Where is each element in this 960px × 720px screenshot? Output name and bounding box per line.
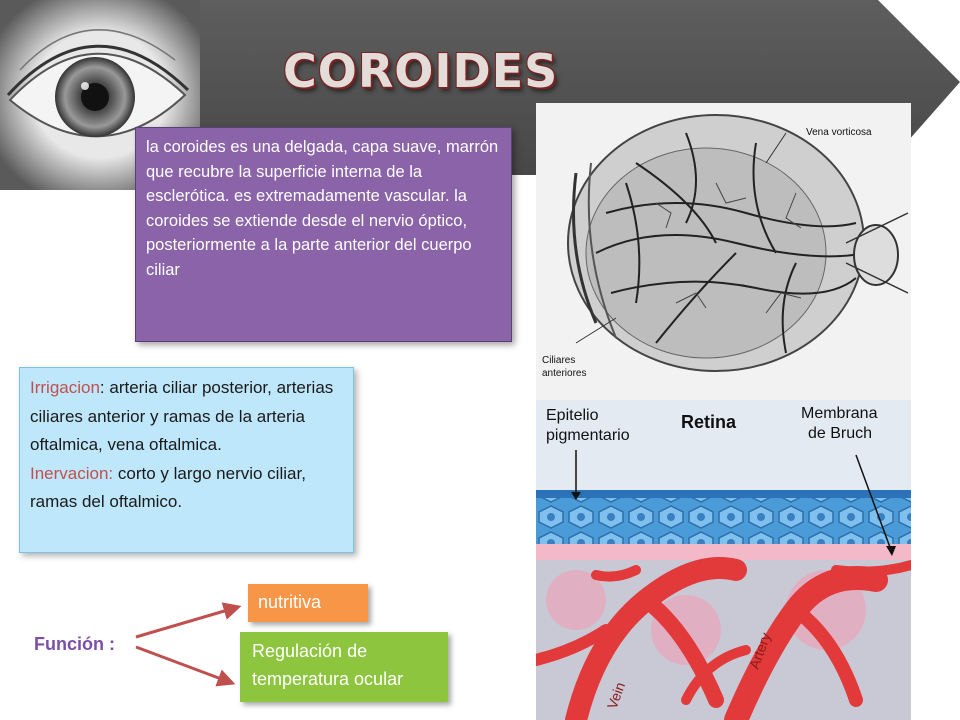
membrana-label: Membrana	[801, 405, 878, 422]
regulacion-label: Regulación de temperatura ocular	[252, 641, 404, 689]
bruch-label: de Bruch	[808, 425, 873, 442]
anteriores-label: anteriores	[542, 368, 587, 379]
arrow-to-regulacion	[136, 647, 232, 683]
nutritiva-label: nutritiva	[258, 592, 322, 612]
arrow-to-nutritiva	[136, 607, 238, 637]
irrigacion-label: Irrigacion	[30, 378, 100, 397]
epitelio-label: Epitelio	[546, 407, 599, 424]
description-text: la coroides es una delgada, capa suave, marrón que recubre la superficie interna de la esclerótica. es extremadamente vascular. la coroides se extiende desde el nervio óptico, posteriormente a la parte anterior del cuerpo ciliar	[146, 138, 499, 279]
retina-choroid-illustration	[536, 400, 911, 720]
funcion-label: Función :	[34, 634, 115, 654]
artery-label: Artery	[745, 630, 774, 672]
irrigation-box	[19, 367, 354, 553]
irrigacion-text: : arteria ciliar posterior, arterias ciliares anterior y ramas de la arteria oftalmica, vena oftalmica.	[30, 378, 334, 454]
eyeball-vascular-illustration	[536, 103, 911, 400]
vena-vorticosa-label: Vena vorticosa	[806, 127, 872, 138]
nutritiva-box	[248, 584, 368, 622]
slide-title: COROIDES	[283, 44, 559, 98]
vein-label: Vein	[603, 679, 629, 712]
inervacion-text: corto y largo nervio ciliar, ramas del oftalmico.	[30, 463, 306, 511]
retina-label: Retina	[681, 412, 737, 432]
description-box	[135, 127, 512, 342]
ciliares-label: Ciliares	[542, 355, 576, 366]
function-arrows	[130, 595, 250, 695]
inervacion-label: Inervacion:	[30, 463, 114, 483]
regulacion-box	[240, 632, 448, 702]
pigmentario-label: pigmentario	[546, 427, 630, 444]
